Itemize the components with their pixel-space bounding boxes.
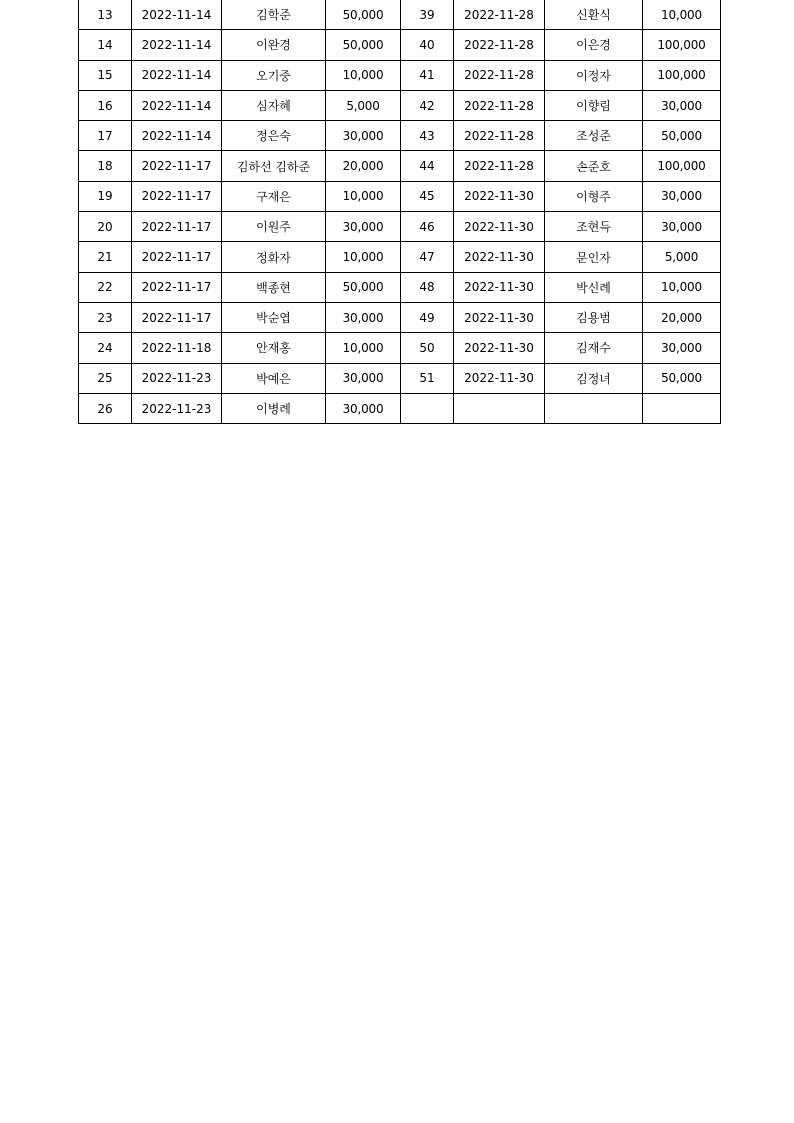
table-row [79, 121, 721, 151]
cell-date: 2022-11-14 [132, 60, 222, 90]
cell-amount: 50,000 [643, 363, 721, 393]
cell-name: 심자혜 [222, 90, 326, 120]
cell-amount: 10,000 [643, 272, 721, 302]
cell-amount: 30,000 [326, 302, 401, 332]
cell-date: 2022-11-14 [132, 30, 222, 60]
cell-amount: 30,000 [643, 212, 721, 242]
cell-number [401, 393, 454, 423]
cell-date: 2022-11-30 [454, 212, 545, 242]
cell-amount: 5,000 [326, 90, 401, 120]
table-row [79, 181, 721, 211]
cell-name: 조성준 [545, 121, 643, 151]
cell-amount: 20,000 [326, 151, 401, 181]
cell-date: 2022-11-28 [454, 30, 545, 60]
cell-name: 정은숙 [222, 121, 326, 151]
cell-amount: 10,000 [326, 181, 401, 211]
table-row [79, 60, 721, 90]
cell-number: 46 [401, 212, 454, 242]
cell-amount: 10,000 [326, 242, 401, 272]
table-row [79, 212, 721, 242]
cell-date: 2022-11-14 [132, 90, 222, 120]
table-row [79, 151, 721, 181]
cell-name: 김정녀 [545, 363, 643, 393]
cell-amount: 10,000 [643, 0, 721, 30]
cell-number: 50 [401, 333, 454, 363]
table-row [79, 242, 721, 272]
cell-amount: 100,000 [643, 30, 721, 60]
cell-amount: 50,000 [326, 272, 401, 302]
cell-number: 51 [401, 363, 454, 393]
cell-name: 김학준 [222, 0, 326, 30]
table-row [79, 0, 721, 30]
cell-name: 박신례 [545, 272, 643, 302]
cell-name: 백종현 [222, 272, 326, 302]
cell-name: 김하선 김하준 [222, 151, 326, 181]
cell-date: 2022-11-17 [132, 302, 222, 332]
cell-date: 2022-11-17 [132, 212, 222, 242]
cell-name: 조현득 [545, 212, 643, 242]
cell-date: 2022-11-17 [132, 181, 222, 211]
cell-name: 이정자 [545, 60, 643, 90]
cell-number: 14 [79, 30, 132, 60]
cell-date: 2022-11-23 [132, 363, 222, 393]
cell-name: 신환식 [545, 0, 643, 30]
cell-number: 45 [401, 181, 454, 211]
cell-date: 2022-11-17 [132, 242, 222, 272]
cell-amount: 20,000 [643, 302, 721, 332]
table-row [79, 333, 721, 363]
cell-number: 16 [79, 90, 132, 120]
cell-name: 이원주 [222, 212, 326, 242]
cell-number: 39 [401, 0, 454, 30]
cell-date [454, 393, 545, 423]
cell-name: 정화자 [222, 242, 326, 272]
cell-date: 2022-11-30 [454, 302, 545, 332]
cell-date: 2022-11-14 [132, 121, 222, 151]
cell-date: 2022-11-28 [454, 60, 545, 90]
cell-date: 2022-11-17 [132, 272, 222, 302]
cell-number: 26 [79, 393, 132, 423]
cell-amount: 10,000 [326, 333, 401, 363]
cell-amount: 30,000 [643, 90, 721, 120]
cell-amount: 100,000 [643, 151, 721, 181]
table-row [79, 90, 721, 120]
cell-amount: 50,000 [326, 30, 401, 60]
cell-number: 22 [79, 272, 132, 302]
cell-number: 21 [79, 242, 132, 272]
cell-date: 2022-11-30 [454, 333, 545, 363]
cell-number: 13 [79, 0, 132, 30]
cell-number: 19 [79, 181, 132, 211]
cell-number: 42 [401, 90, 454, 120]
cell-name: 김재수 [545, 333, 643, 363]
donation-table [78, 0, 721, 424]
cell-name: 이은경 [545, 30, 643, 60]
cell-amount: 30,000 [326, 363, 401, 393]
cell-amount: 10,000 [326, 60, 401, 90]
cell-name: 오기중 [222, 60, 326, 90]
cell-amount: 5,000 [643, 242, 721, 272]
cell-date: 2022-11-30 [454, 272, 545, 302]
cell-name: 이병례 [222, 393, 326, 423]
table-row [79, 30, 721, 60]
cell-number: 24 [79, 333, 132, 363]
cell-number: 23 [79, 302, 132, 332]
cell-amount: 30,000 [643, 333, 721, 363]
cell-number: 47 [401, 242, 454, 272]
cell-name: 손준호 [545, 151, 643, 181]
cell-number: 44 [401, 151, 454, 181]
cell-date: 2022-11-23 [132, 393, 222, 423]
cell-name: 이완경 [222, 30, 326, 60]
cell-date: 2022-11-30 [454, 181, 545, 211]
cell-amount [643, 393, 721, 423]
cell-name: 이형주 [545, 181, 643, 211]
cell-amount: 30,000 [643, 181, 721, 211]
cell-number: 43 [401, 121, 454, 151]
cell-amount: 50,000 [643, 121, 721, 151]
cell-name: 구재은 [222, 181, 326, 211]
cell-date: 2022-11-28 [454, 0, 545, 30]
cell-amount: 30,000 [326, 212, 401, 242]
cell-date: 2022-11-18 [132, 333, 222, 363]
cell-number: 18 [79, 151, 132, 181]
cell-date: 2022-11-30 [454, 363, 545, 393]
cell-name: 안재홍 [222, 333, 326, 363]
cell-amount: 30,000 [326, 393, 401, 423]
cell-date: 2022-11-30 [454, 242, 545, 272]
cell-name: 이향림 [545, 90, 643, 120]
table-row [79, 272, 721, 302]
cell-amount: 50,000 [326, 0, 401, 30]
cell-name: 김용범 [545, 302, 643, 332]
cell-name: 박예은 [222, 363, 326, 393]
cell-amount: 100,000 [643, 60, 721, 90]
cell-number: 20 [79, 212, 132, 242]
table-row [79, 302, 721, 332]
cell-name [545, 393, 643, 423]
cell-number: 49 [401, 302, 454, 332]
cell-name: 문인자 [545, 242, 643, 272]
cell-number: 17 [79, 121, 132, 151]
table-row [79, 393, 721, 423]
cell-amount: 30,000 [326, 121, 401, 151]
cell-number: 25 [79, 363, 132, 393]
cell-date: 2022-11-14 [132, 0, 222, 30]
cell-date: 2022-11-28 [454, 121, 545, 151]
cell-number: 40 [401, 30, 454, 60]
cell-date: 2022-11-28 [454, 90, 545, 120]
table-row [79, 363, 721, 393]
cell-date: 2022-11-28 [454, 151, 545, 181]
cell-name: 박순엽 [222, 302, 326, 332]
cell-number: 15 [79, 60, 132, 90]
cell-number: 48 [401, 272, 454, 302]
cell-number: 41 [401, 60, 454, 90]
cell-date: 2022-11-17 [132, 151, 222, 181]
